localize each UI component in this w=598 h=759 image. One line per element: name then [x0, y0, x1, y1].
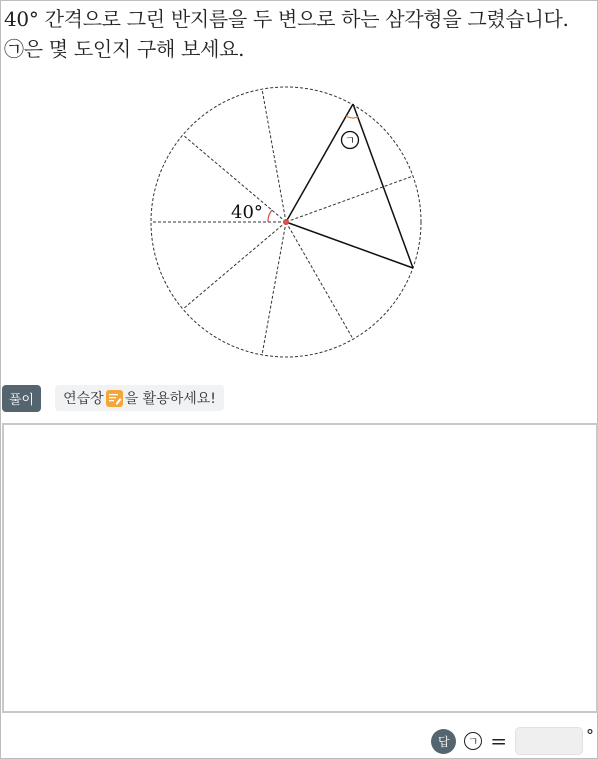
triangle [286, 104, 413, 268]
notepad-icon[interactable] [106, 390, 123, 407]
center-dot [283, 219, 289, 225]
notepad-hint[interactable] [55, 385, 224, 411]
radius-line [262, 89, 286, 222]
solve-row [2, 385, 224, 411]
solution-workspace[interactable] [2, 423, 598, 713]
radius-line [286, 222, 353, 339]
hint-text-before: 연습장 [63, 391, 104, 407]
figure [140, 80, 430, 365]
mark-label: ㄱ [344, 134, 356, 147]
radii [151, 89, 413, 355]
equals-sign: = [490, 729, 507, 753]
question-text: 40° 간격으로 그린 반지름을 두 변으로 하는 삼각형을 그렸습니다. ㉠은 몇 도인지 구해 보세요. [4, 7, 569, 61]
degree-unit: ° [586, 725, 594, 745]
solve-badge: 풀이 [2, 385, 41, 412]
answer-input[interactable] [515, 727, 583, 755]
answer-row [431, 726, 594, 756]
triangle-side [353, 104, 413, 268]
radius-line [262, 222, 286, 355]
angle-label: 40° [231, 202, 263, 223]
answer-mark-label: ㄱ [464, 732, 482, 750]
triangle-side [286, 222, 413, 268]
triangle-side [286, 104, 353, 222]
answer-badge: 답 [431, 729, 456, 754]
angle-40-arc [268, 210, 272, 222]
angle-giyeok-arc [346, 116, 358, 118]
radius-line [183, 222, 286, 309]
hint-text-after: 을 활용하세요! [124, 391, 216, 407]
